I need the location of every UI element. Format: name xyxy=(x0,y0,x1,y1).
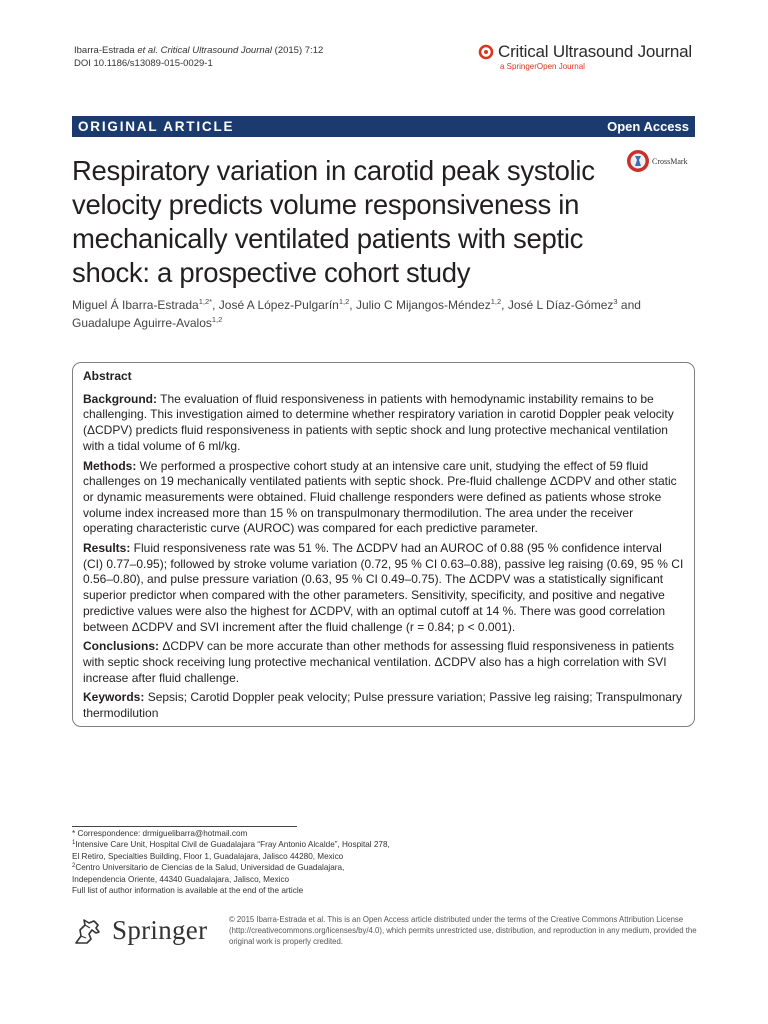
author-affiliation: 1,2 xyxy=(490,297,502,306)
abstract-section xyxy=(83,392,684,455)
springer-wordmark: Springer xyxy=(112,915,208,945)
doi-line: DOI 10.1186/s13089-015-0029-1 xyxy=(74,58,213,69)
footnote xyxy=(72,828,392,839)
abstract-section-text: Sepsis; Carotid Doppler peak velocity; Pulse pressure variation; Passive leg raising; Transpulmonary thermodilution xyxy=(83,690,682,721)
abstract-section xyxy=(83,690,684,721)
abstract-section-text: Fluid responsiveness rate was 51 %. The ΔCDPV had an AUROC of 0.88 (95 % confidence interval (CI) 0.77–0.95); followed by stroke volume variation (0.72, 95 % CI 0.63–0.88), passive leg raising (0.69, 95 % CI 0.56–0.80), and pulse pressure variation (0.63, 95 % CI 0.49–0.75). The ΔCDPV was a statistically significant superior predictor when compared with the other parameters. Sensitivity, specificity, and positive and negative predictive values were also the highest for ΔCDPV, with an optimal cutoff at 14 %. There was good correlation between ΔCDPV and SVI increment after the fluid challenge (r = 0.84; p < 0.001). xyxy=(83,541,684,634)
license-text: © 2015 Ibarra-Estrada et al. This is an Open Access article distributed under the terms of the Creative Commons Attribution License (http://creativecommons.org/licenses/by/4.0), which permits unrestricted use, distribution, and reproduction in any medium, provided the original work is properly credited. xyxy=(229,915,697,946)
abstract-section-label: Conclusions: xyxy=(83,639,160,654)
author-separator: and xyxy=(617,298,641,312)
crossmark-label: CrossMark xyxy=(652,156,688,166)
abstract-section-text: We performed a prospective cohort study at an intensive care unit, studying the effect of 59 fluid challenges on 19 mechanically ventilated patients with septic shock. Pre-fluid challenge ΔCDPV and other static or dynamic measurements were obtained. Fluid challenge responders were defined as patients whose stroke volume index increased more than 15 % on transpulmonary thermodilution. The area under the receiver operating characteristic curve (AUROC) was compared for each predictive parameter. xyxy=(83,458,677,536)
crossmark-icon xyxy=(626,149,650,173)
article-title: Respiratory variation in carotid peak systolic velocity predicts volume responsiveness in mechanically ventilated patients with septic shock: a prospective cohort study xyxy=(72,155,595,288)
journal-subtitle: a SpringerOpen Journal xyxy=(500,62,585,71)
abstract-section-text: The evaluation of fluid responsiveness in patients with hemodynamic instability remains to be challenging. This investigation aimed to determine whether respiratory variation in carotid Doppler peak velocity (ΔCDPV) predicts fluid responsiveness in patients with septic shock and lung protective mechanical ventilation with a tidal volume of 6 ml/kg. xyxy=(83,391,674,453)
author-affiliation: 1,2* xyxy=(198,297,213,306)
author-separator: , xyxy=(349,298,356,312)
abstract-section-label: Background: xyxy=(83,391,158,406)
citation-journal: Critical Ultrasound Journal xyxy=(157,45,273,56)
article-type-label: ORIGINAL ARTICLE xyxy=(78,119,235,134)
author-affiliation: 1,2 xyxy=(338,297,350,306)
footnote-text: Full list of author information is available at the end of the article xyxy=(72,886,304,896)
abstract-box xyxy=(72,362,695,727)
author-separator: , xyxy=(212,298,219,312)
abstract-section-text: ΔCDPV can be more accurate than other methods for assessing fluid responsiveness in patients with septic shock receiving lung protective mechanical ventilation. ΔCDPV also has a high correlation with SVI increase after fluid challenge. xyxy=(83,639,674,685)
abstract-sections xyxy=(83,392,684,722)
abstract-section xyxy=(83,459,684,538)
footnote-marker: 2 xyxy=(72,863,76,870)
article-type-banner xyxy=(72,116,695,137)
footnote-marker: 1 xyxy=(72,840,76,847)
abstract-section xyxy=(83,541,684,635)
author-name[interactable]: José A López-Pulgarín xyxy=(218,298,339,312)
springer-horse-icon xyxy=(72,916,106,946)
author-affiliation: 3 xyxy=(613,297,618,306)
author-name[interactable]: Miguel Á Ibarra-Estrada xyxy=(72,298,199,312)
footnote-divider xyxy=(72,826,297,827)
footnote-text: Intensive Care Unit, Hospital Civil de Guadalajara “Fray Antonio Alcalde”, Hospital 278, El Retiro, Specialties Building, Floor 1, Guadalajara, Jalisco 44280, Mexico xyxy=(72,840,390,861)
crossmark-badge[interactable] xyxy=(626,149,688,173)
author-list xyxy=(72,296,702,332)
author-separator: , xyxy=(501,298,508,312)
journal-logo-icon xyxy=(478,44,494,60)
footnote xyxy=(72,839,392,862)
citation-etal: et al. xyxy=(137,45,158,56)
author-name[interactable]: Julio C Mijangos-Méndez xyxy=(355,298,491,312)
author-name[interactable]: Guadalupe Aguirre-Avalos xyxy=(72,316,212,330)
abstract-section xyxy=(83,639,684,686)
springer-logo xyxy=(72,915,207,946)
footnote-text: Centro Universitario de Ciencias de la Salud, Universidad de Guadalajara, Independencia Oriente, 44340 Guadalajara, Jalisco, Mexico xyxy=(72,863,345,884)
footnote xyxy=(72,885,392,896)
author-name[interactable]: José L Díaz-Gómez xyxy=(507,298,614,312)
citation-volume: (2015) 7:12 xyxy=(272,45,324,56)
abstract-section-label: Keywords: xyxy=(83,690,145,705)
footnote xyxy=(72,862,392,885)
open-access-label[interactable]: Open Access xyxy=(607,119,689,134)
abstract-section-label: Results: xyxy=(83,541,131,556)
footnote-text[interactable]: * Correspondence: drmiguelibarra@hotmail.com xyxy=(72,829,248,838)
citation-line xyxy=(74,44,323,57)
footnotes xyxy=(72,828,392,896)
abstract-section-label: Methods: xyxy=(83,458,137,473)
journal-name: Critical Ultrasound Journal xyxy=(498,42,692,61)
citation-header xyxy=(74,44,323,70)
author-affiliation: 1,2 xyxy=(211,315,223,324)
citation-authors: Ibarra-Estrada xyxy=(74,45,138,56)
journal-brand[interactable] xyxy=(478,42,698,71)
abstract-heading: Abstract xyxy=(83,369,132,383)
